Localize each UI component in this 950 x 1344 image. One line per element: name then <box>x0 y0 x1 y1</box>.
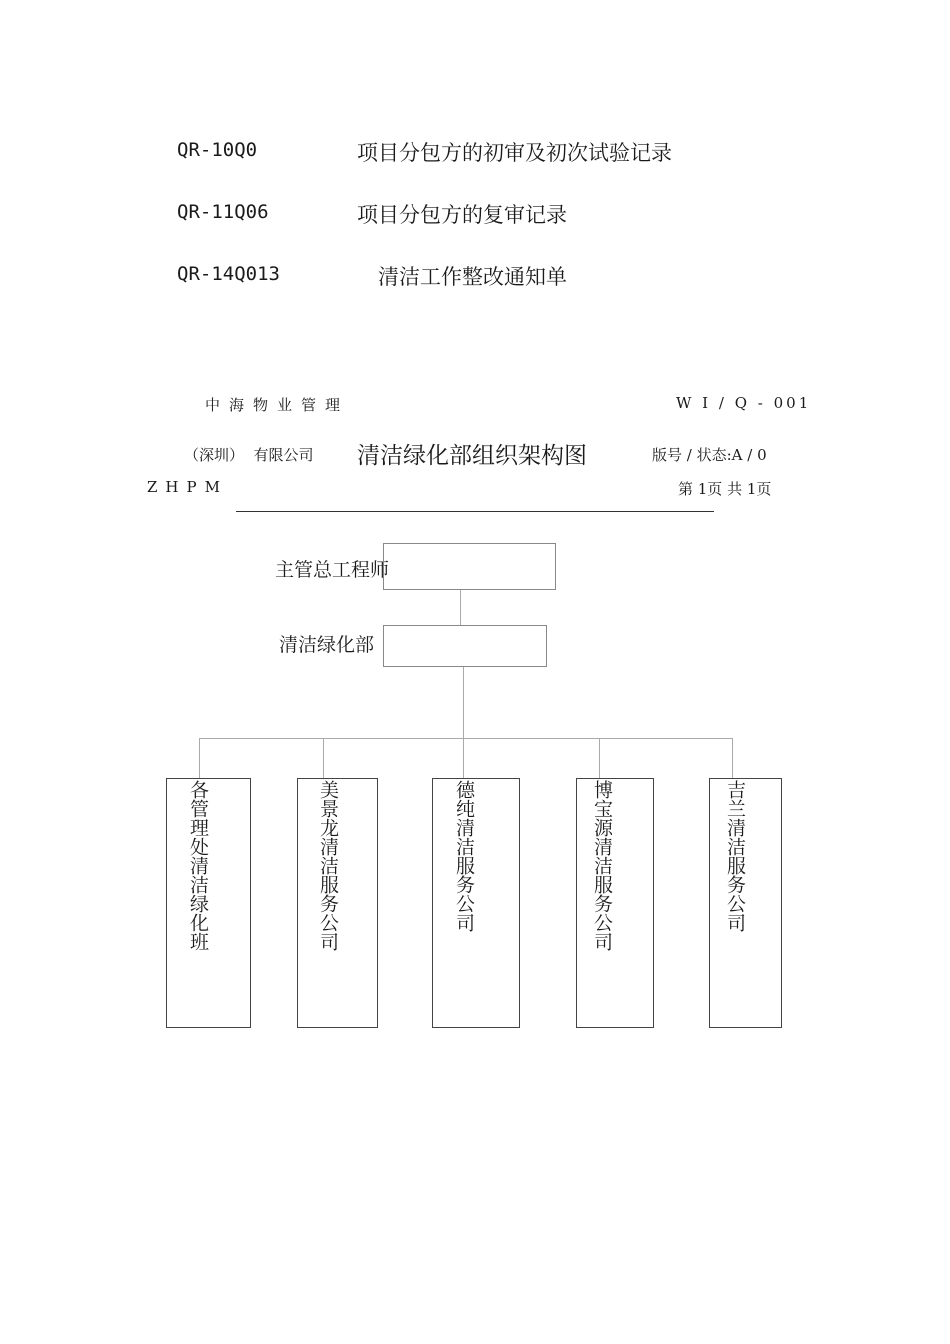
org-unit-box-3 <box>432 778 520 1028</box>
connector-bus <box>199 738 733 739</box>
org-dept-box <box>383 625 547 667</box>
page-title: 清洁绿化部组织架构图 <box>357 443 587 469</box>
org-unit-box-4 <box>576 778 654 1028</box>
connector-dept-bus <box>463 667 464 739</box>
doc-number: W I / Q - 001 <box>676 394 812 412</box>
org-unit-box-1 <box>166 778 251 1028</box>
org-top-box <box>383 543 556 590</box>
org-unit-label-1: 各管理处清洁绿化班 <box>187 780 209 951</box>
record-code-1: QR-10Q0 <box>177 139 258 161</box>
org-unit-box-2 <box>297 778 378 1028</box>
connector-drop-4 <box>599 738 600 778</box>
connector-top-dept <box>460 590 461 625</box>
org-unit-label-3: 德纯清洁服务公司 <box>453 780 475 932</box>
header-divider <box>236 511 714 512</box>
org-dept-label: 清洁绿化部 <box>279 634 375 656</box>
record-code-3: QR-14Q013 <box>177 263 280 285</box>
company-abbr: ZHPM <box>147 478 228 496</box>
record-code-2: QR-11Q06 <box>177 201 269 223</box>
org-unit-label-4: 博宝源清洁服务公司 <box>591 780 613 951</box>
record-title-2: 项目分包方的复审记录 <box>357 203 567 227</box>
org-unit-box-5 <box>709 778 782 1028</box>
org-unit-label-2: 美景龙清洁服务公司 <box>317 780 339 951</box>
connector-drop-1 <box>199 738 200 778</box>
connector-drop-5 <box>732 738 733 778</box>
org-top-label: 主管总工程师 <box>275 559 390 581</box>
connector-drop-2 <box>323 738 324 778</box>
company-suffix: （深圳） 有限公司 <box>184 446 314 464</box>
record-title-1: 项目分包方的初审及初次试验记录 <box>357 141 672 165</box>
connector-drop-3 <box>463 738 464 778</box>
company-name: 中海物业管理 <box>205 396 350 414</box>
version-status: 版号 / 状态:A / 0 <box>652 446 767 464</box>
page-number: 第 1页 共 1页 <box>678 480 772 498</box>
record-title-3: 清洁工作整改通知单 <box>378 265 567 289</box>
org-unit-label-5: 吉兰清洁服务公司 <box>724 780 746 932</box>
